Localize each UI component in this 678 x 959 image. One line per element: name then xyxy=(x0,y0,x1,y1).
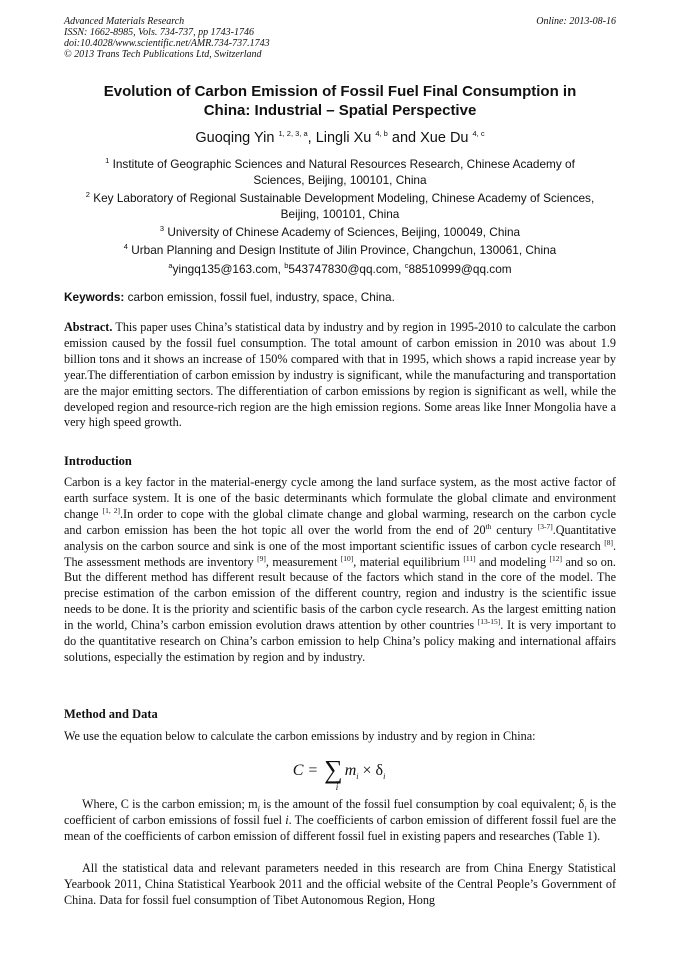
online-date: Online: 2013-08-16 xyxy=(536,16,616,27)
section-heading-method: Method and Data xyxy=(64,707,158,721)
introduction-paragraph xyxy=(64,475,616,666)
affil-text-cont: Sciences, Beijing, 100101, China xyxy=(253,173,427,187)
where-sub: i xyxy=(257,804,260,814)
intro-text: .In order to cope with the global climate change and global warming, research on the carbon cycle and carbon emission has been the hot topic all over the world from the end of 20 xyxy=(64,506,616,537)
where-text: . The coefficients of carbon emission of different fossil fuel are the mean of the coefficients of carbon emission of different fossil fuel in existing papers and researches (Table 1). xyxy=(64,812,616,843)
affiliation-item xyxy=(64,224,616,240)
author-name: Lingli Xu xyxy=(315,130,372,146)
email-address[interactable]: yingq135@163.com xyxy=(172,262,278,276)
email-sup: a xyxy=(168,261,173,271)
affil-number: 3 xyxy=(159,224,165,234)
affil-text: Institute of Geographic Sciences and Natural Resources Research, Chinese Academy of xyxy=(112,157,575,171)
affiliation-item xyxy=(64,242,616,258)
intro-text: , material equilibrium xyxy=(353,554,464,569)
summation-symbol: ∑ xyxy=(324,755,343,784)
affiliation-list xyxy=(64,156,616,260)
email-sup: b xyxy=(284,261,289,271)
intro-text: and so on. But the different method has different result because of the factors which stand in the core of the model. The precise estimation of the carbon emission of the different country, region and industry is the scientific issue needs to be done. It is the priority and scientific basis of the carbon cycle research. As the largest emitting nation in the world, China’s carbon emission evolution draws attention by other countries xyxy=(64,554,616,633)
title-line-1: Evolution of Carbon Emission of Fossil Fuel Final Consumption in xyxy=(103,83,577,100)
doi-line: doi:10.4028/www.scientific.net/AMR.734-737.1743 xyxy=(64,38,270,49)
citation-ref: [10] xyxy=(340,553,354,563)
title-line-2: China: Industrial – Spatial Perspective xyxy=(203,102,477,119)
affil-number: 2 xyxy=(85,190,90,200)
keywords-label: Keywords: xyxy=(64,290,125,304)
email-list: $^a$yingq135@163.com, $^b$543747830@qq.com, $^c$88510999@qq.com xyxy=(168,261,512,276)
author-name: Guoqing Yin xyxy=(195,130,275,146)
issn-line: ISSN: 1662-8985, Vols. 734-737, pp 1743-1746 xyxy=(64,27,254,38)
method-intro-text: We use the equation below to calculate the carbon emissions by industry and by region in China: xyxy=(64,729,536,743)
citation-ref: [8] xyxy=(604,537,613,547)
email-address[interactable]: 88510999@qq.com xyxy=(408,262,512,276)
journal-name: Advanced Materials Research xyxy=(64,16,185,27)
eq-times: × xyxy=(358,762,376,779)
where-text: Where, C is the carbon emission; m xyxy=(82,797,258,811)
where-text: is the coefficient of carbon emissions of fossil fuel xyxy=(64,797,617,827)
abstract-text: This paper uses China’s statistical data by industry and by region in 1995-2010 to calculate the carbon emission caused by the fossil fuel consumption. The total amount of carbon emission in 2010 was about 1.9 billion tons and it shows an increase of 150% compared with that in 1995, which shows a rapid increase year by year.The differentiation of carbon emission by industry is significant, while the manufacturing and transportation are the major emitting sectors. The differentiation of carbon emissions by region is significant as well, while the developed region and resource-rich region are the high emission regions. Some areas like Inner Mongolia have a very high speed growth. xyxy=(64,320,616,430)
email-address[interactable]: 543747830@qq.com xyxy=(288,262,399,276)
citation-ref: [11] xyxy=(463,553,476,563)
copyright-line: © 2013 Trans Tech Publications Ltd, Switzerland xyxy=(64,49,262,60)
affil-number: 1 xyxy=(105,156,110,166)
journal-header xyxy=(64,16,616,60)
eq-m: m xyxy=(344,762,357,779)
section-heading-introduction: Introduction xyxy=(64,454,132,468)
eq-delta-sub: i xyxy=(383,772,386,782)
abstract xyxy=(64,320,616,431)
eq-m-sub: i xyxy=(356,772,359,782)
affil-text: University of Chinese Academy of Sciences, Beijing, 100049, China xyxy=(167,225,521,239)
intro-text: . It is very important to do the quantitative research on China’s carbon emission to help China’s policy making and international affairs solutions, especially the estimation by region and by industry. xyxy=(64,618,616,664)
paper-title xyxy=(64,82,616,120)
affil-number: 4 xyxy=(123,242,128,252)
author-affil-sup: 4, b xyxy=(375,129,388,139)
citation-ref: [9] xyxy=(257,553,266,563)
citation-ref: [13-15] xyxy=(477,617,501,627)
equation-body xyxy=(292,752,386,792)
author-affil-sup: 4, c xyxy=(472,129,485,139)
where-sub: i xyxy=(584,804,587,814)
intro-text: and modeling xyxy=(475,554,550,569)
affiliation-item xyxy=(64,190,616,222)
carbon-emission-equation xyxy=(0,752,678,792)
intro-text: century xyxy=(491,522,538,537)
intro-text: . The assessment methods are inventory xyxy=(64,538,616,569)
intro-text: .Quantitative analysis on the carbon source and sink is one of the most important scientific issues of carbon cycle research xyxy=(64,522,616,553)
intro-text: , measurement xyxy=(265,554,341,569)
affil-text: Urban Planning and Design Institute of Jilin Province, Changchun, 130061, China xyxy=(131,243,557,257)
abstract-label: Abstract. xyxy=(64,320,113,334)
equation-explanation xyxy=(64,797,616,845)
keywords-text: carbon emission, fossil fuel, industry, space, China. xyxy=(124,290,395,304)
citation-ref: [3-7] xyxy=(537,521,553,531)
author-name: Xue Du xyxy=(420,130,469,146)
ordinal-suffix: th xyxy=(485,521,492,531)
affiliation-item xyxy=(64,156,616,188)
citation-ref: [12] xyxy=(549,553,563,563)
author-list xyxy=(64,130,616,146)
email-sup: c xyxy=(404,261,409,271)
author-separator: and xyxy=(387,130,421,146)
where-delta: δ xyxy=(578,797,585,811)
citation-ref: [1, 2] xyxy=(102,505,120,515)
intro-text: Carbon is a key factor in the material-energy cycle among the land surface system, as the most active factor of earth surface system. It is one of the basic determinants which formulate the global climate and environment change xyxy=(64,475,616,521)
keywords xyxy=(64,290,616,304)
data-sources-paragraph: All the statistical data and relevant parameters needed in this research are from China Energy Statistical Yearbook 2011, China Statistical Yearbook 2011 and the official website of the Central People’s Government of China. Data for fossil fuel consumption of Tibet Autonomous Region, Hong xyxy=(64,861,616,907)
author-affil-sup: 1, 2, 3, a xyxy=(278,129,308,139)
summation-index: i xyxy=(335,782,339,792)
affil-text: Key Laboratory of Regional Sustainable Development Modeling, Chinese Academy of Sciences, xyxy=(93,191,595,205)
author-separator: , xyxy=(307,130,316,146)
where-text: is the amount of the fossil fuel consumption by coal equivalent; xyxy=(259,797,579,811)
affil-text-cont: Beijing, 100101, China xyxy=(280,207,400,221)
eq-lhs: C = xyxy=(292,762,323,779)
eq-delta: δ xyxy=(375,762,384,779)
where-italic: i xyxy=(285,812,289,827)
